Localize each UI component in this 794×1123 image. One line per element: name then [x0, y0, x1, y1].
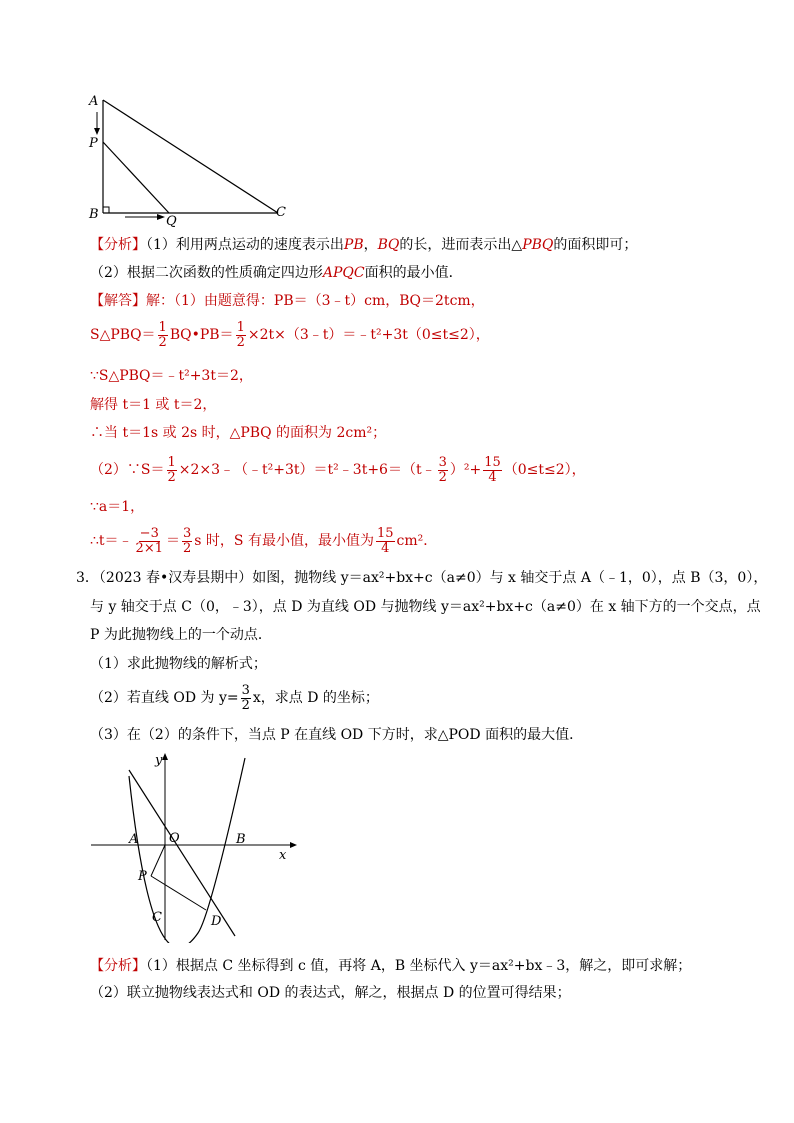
analysis-1-line-1: 【分析】（1）利用两点运动的速度表示出PB，BQ的长，进而表示出△PBQ的面积即可； — [90, 237, 638, 253]
label-c: C — [152, 910, 162, 925]
answer-1-line-2: S△PBQ＝ $\frac{1}{2}$ BQ•PB＝ $\frac{1}{2}$ ×2t×（3﹣t）＝﹣t²+3t（0≤t≤2）， — [90, 319, 490, 350]
answer-1-line-5: ∴当 t＝1s 或 2s 时，△PBQ 的面积为 2cm²； — [90, 425, 387, 441]
question-3-part-1: （1）求此抛物线的解析式； — [90, 656, 267, 672]
answer-1-line-1: 【解答】解：（1）由题意得：PB＝（3﹣t）cm，BQ＝2tcm， — [90, 293, 485, 309]
fraction-half: $\frac{1}{2}$ — [236, 319, 245, 350]
fraction-half: $\frac{1}{2}$ — [158, 319, 167, 350]
label-p: P — [89, 136, 98, 151]
line-od — [129, 770, 235, 936]
question-3-part-3: （3）在（2）的条件下，当点 P 在直线 OD 下方时，求△POD 面积的最大值． — [90, 727, 584, 743]
answer-1-line-6: （2）∵S＝ $\frac{1}{2}$ ×2×3﹣（﹣t²+3t）＝t²﹣3t+6＝（t﹣ $\frac{3}{2}$ ）²+ $\frac{15}{4}$ （0≤t≤2）， — [90, 454, 586, 485]
parabola-curve — [129, 758, 245, 943]
segment-pq — [103, 142, 169, 213]
segment-po — [151, 845, 165, 876]
answer-label: 【解答】 — [90, 293, 146, 309]
label-b: B — [236, 832, 246, 847]
analysis-label: 【分析】 — [90, 958, 146, 974]
label-x: x — [279, 848, 287, 863]
label-a: A — [129, 832, 139, 847]
x-axis-arrow — [290, 842, 297, 848]
parabola-figure — [85, 748, 300, 943]
label-b: B — [89, 207, 99, 222]
answer-1-line-3: ∵S△PBQ＝﹣t²+3t＝2， — [90, 368, 253, 384]
right-angle-mark — [103, 207, 109, 213]
segment-ac — [103, 100, 278, 213]
question-3-line-1: 3．（2023 春•汉寿县期中）如图，抛物线 y＝ax²+bx+c（a≠0）与 x 轴交于点 A（﹣1，0），点 B（3，0）， — [76, 570, 768, 586]
analysis-1-line-2: （2）根据二次函数的性质确定四边形APQC面积的最小值． — [90, 265, 463, 281]
question-3-part-2: （2）若直线 OD 为 y= $\frac{3}{2}$ x，求点 D 的坐标； — [90, 682, 379, 713]
answer-1-line-4: 解得 t＝1 或 t＝2， — [90, 397, 217, 413]
label-q: Q — [166, 214, 177, 229]
question-3-line-2: 与 y 轴交于点 C（0，﹣3），点 D 为直线 OD 与抛物线 y＝ax²+bx+c（a≠0）在 x 轴下方的一个交点，点 — [90, 599, 761, 615]
label-c: C — [276, 205, 286, 220]
analysis-3-line-2: （2）联立抛物线表达式和 OD 的表达式，解之，根据点 D 的位置可得结果； — [90, 985, 571, 1001]
question-3-line-3: P 为此抛物线上的一个动点． — [90, 627, 272, 643]
label-o: O — [169, 831, 180, 846]
analysis-3-line-1: 【分析】（1）根据点 C 坐标得到 c 值，再将 A，B 坐标代入 y＝ax²+bx﹣3，解之，即可求解； — [90, 958, 692, 974]
y-axis-arrow — [162, 753, 168, 760]
arrow-down-head — [94, 128, 100, 135]
analysis-label: 【分析】 — [90, 237, 146, 253]
triangle-figure — [85, 90, 295, 230]
label-d: D — [211, 914, 222, 929]
label-y: y — [155, 753, 163, 768]
label-p: P — [138, 869, 147, 884]
arrow-right-head — [157, 214, 165, 220]
answer-1-line-7: ∵a＝1， — [90, 499, 145, 515]
label-a: A — [89, 94, 99, 109]
segment-pd — [151, 876, 206, 910]
answer-1-line-8: ∴t＝﹣ $\frac{-3}{2\times 1}$ ＝ $\frac{3}{2}$ s 时，S 有最小值，最小值为 $\frac{15}{4}$ cm²． — [90, 525, 438, 556]
